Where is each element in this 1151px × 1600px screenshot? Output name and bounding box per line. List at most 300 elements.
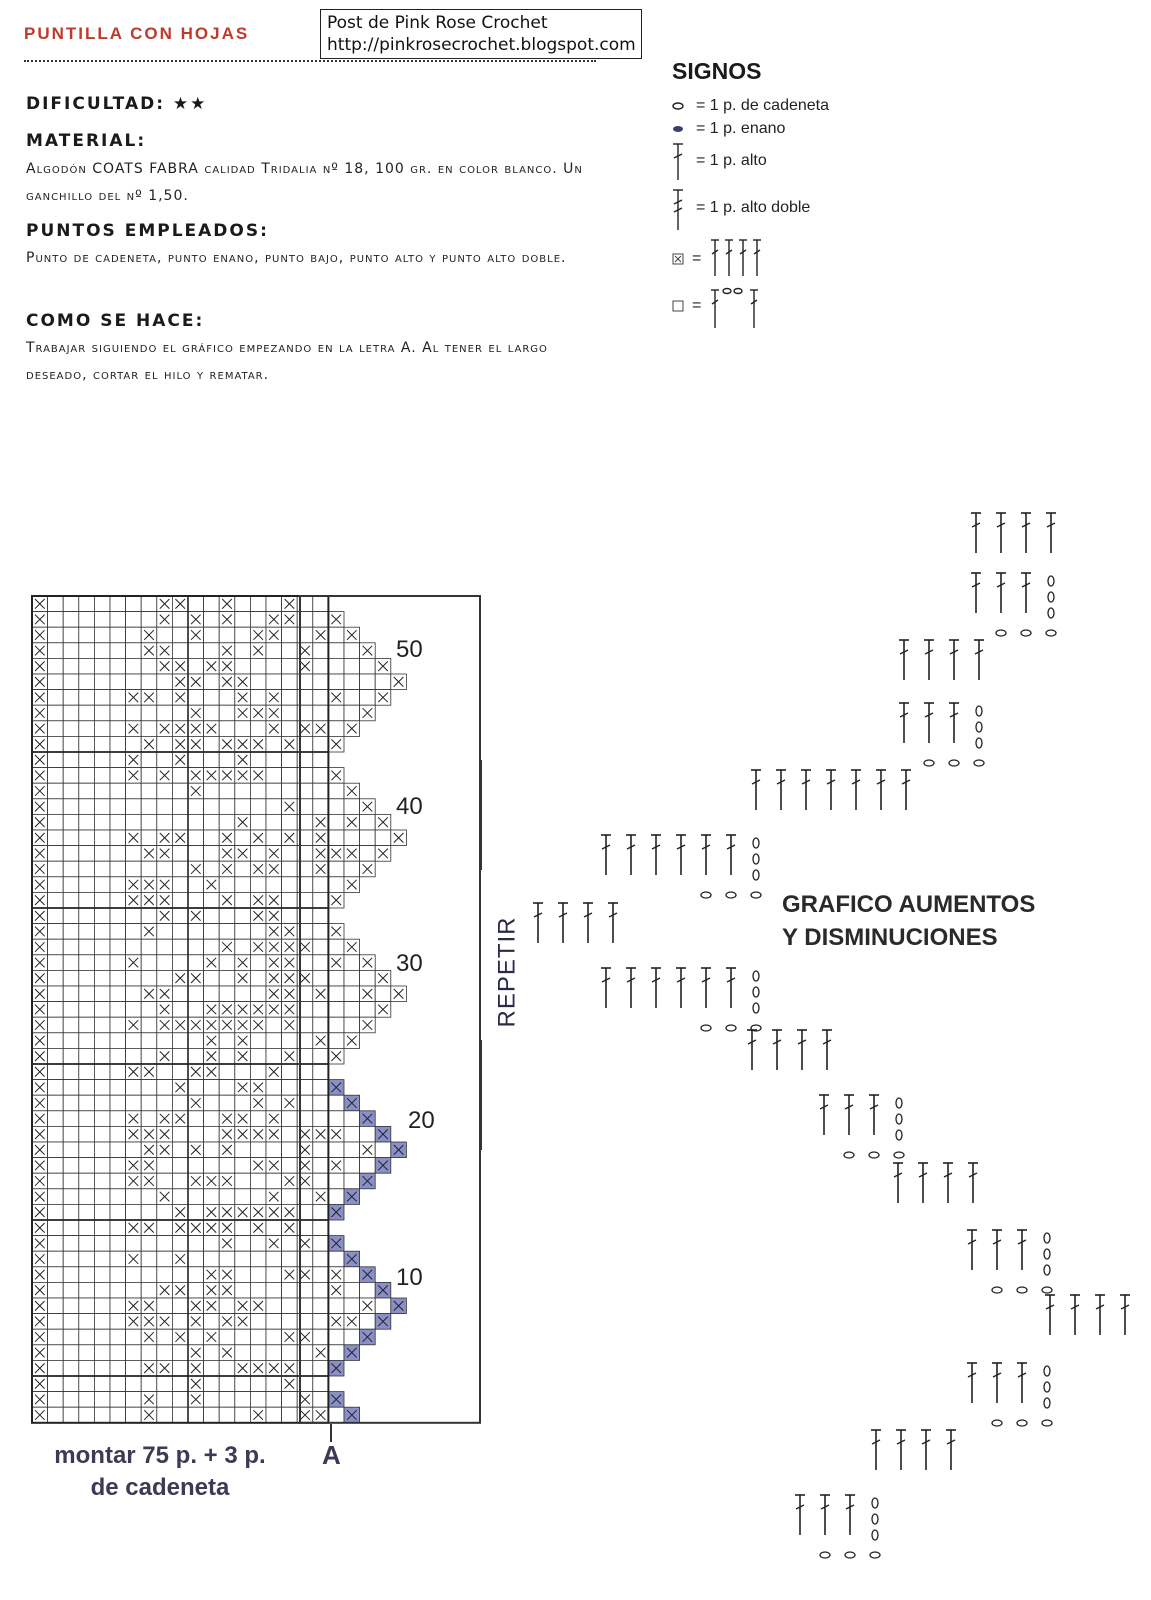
grid-cell <box>313 1236 329 1252</box>
grid-cell <box>328 970 344 986</box>
grid-cell <box>313 1298 329 1314</box>
grid-cell <box>172 643 188 659</box>
grid-cell <box>48 1220 64 1236</box>
grid-cell <box>48 1251 64 1267</box>
grid-cell <box>360 1282 376 1298</box>
grid-cell <box>63 892 79 908</box>
grid-cell <box>204 1392 220 1408</box>
grid-cell <box>266 783 282 799</box>
legend-filled-label: = <box>692 250 702 267</box>
grid-cell <box>94 1017 110 1033</box>
grid-cell <box>219 970 235 986</box>
grid-cell <box>79 1002 95 1018</box>
difficulty-heading: DIFICULTAD: ★★ <box>26 94 208 114</box>
grid-cell <box>344 658 360 674</box>
grid-cell <box>141 814 157 830</box>
grid-cell <box>63 705 79 721</box>
grid-cell <box>172 1376 188 1392</box>
row-label-50: 50 <box>396 636 423 663</box>
grid-cell <box>79 736 95 752</box>
grid-cell <box>235 1329 251 1345</box>
grid-cell <box>110 1329 126 1345</box>
grid-cell <box>63 986 79 1002</box>
grid-cell <box>266 1329 282 1345</box>
grid-cell <box>157 1267 173 1283</box>
legend-slip-label: = 1 p. enano <box>696 120 786 137</box>
grid-cell <box>94 1095 110 1111</box>
grid-cell <box>63 1282 79 1298</box>
grid-cell <box>48 939 64 955</box>
diagram-title-line1: GRAFICO AUMENTOS <box>782 891 1036 918</box>
grid-cell <box>172 814 188 830</box>
grid-cell <box>172 768 188 784</box>
grid-cell <box>266 1376 282 1392</box>
grid-cell <box>126 814 142 830</box>
grid-cell <box>313 1392 329 1408</box>
grid-cell <box>172 986 188 1002</box>
grid-cell <box>79 861 95 877</box>
grid-cell <box>94 1329 110 1345</box>
grid-cell <box>110 736 126 752</box>
chain-stitch <box>820 1552 830 1558</box>
grid-cell <box>79 1017 95 1033</box>
grid-cell <box>313 690 329 706</box>
grid-cell <box>126 1048 142 1064</box>
grid-cell <box>63 674 79 690</box>
grid-cell <box>344 1158 360 1174</box>
grid-cell <box>126 1095 142 1111</box>
grid-cell <box>250 846 266 862</box>
grid-cell <box>63 1376 79 1392</box>
post-credit-name: Post de Pink Rose Crochet <box>327 13 548 33</box>
grid-cell <box>204 1189 220 1205</box>
grid-cell <box>63 970 79 986</box>
grid-cell <box>141 1080 157 1096</box>
grid-cell <box>110 1095 126 1111</box>
grid-cell <box>48 1002 64 1018</box>
start-pointer <box>330 1424 332 1442</box>
grid-cell <box>63 768 79 784</box>
repeat-label: REPETIR <box>493 916 521 1028</box>
grid-cell <box>110 1017 126 1033</box>
grid-cell <box>313 1251 329 1267</box>
grid-cell <box>110 783 126 799</box>
grid-cell <box>110 1407 126 1423</box>
grid-cell <box>235 877 251 893</box>
grid-cell <box>79 768 95 784</box>
grid-cell <box>204 1314 220 1330</box>
grid-cell <box>313 1095 329 1111</box>
grid-cell <box>157 1345 173 1361</box>
grid-cell <box>219 1376 235 1392</box>
grid-cell <box>188 1407 204 1423</box>
grid-cell <box>94 690 110 706</box>
grid-cell <box>94 1360 110 1376</box>
chain-stitch <box>1044 1233 1050 1243</box>
grid-cell <box>188 1033 204 1049</box>
grid-cell <box>266 877 282 893</box>
grid-cell <box>79 814 95 830</box>
grid-cell <box>157 705 173 721</box>
chain-stitch <box>1021 630 1031 636</box>
grid-cell <box>219 1158 235 1174</box>
grid-cell <box>157 861 173 877</box>
grid-cell <box>63 1064 79 1080</box>
grid-cell <box>110 924 126 940</box>
grid-cell <box>110 752 126 768</box>
grid-cell <box>110 658 126 674</box>
grid-cell <box>313 908 329 924</box>
grid-cell <box>110 1189 126 1205</box>
grid-cell <box>110 768 126 784</box>
grid-cell <box>282 846 298 862</box>
grid-cell <box>94 1267 110 1283</box>
grid-cell <box>110 1392 126 1408</box>
grid-cell <box>141 1204 157 1220</box>
grid-cell <box>188 1282 204 1298</box>
chain-stitch <box>1044 1249 1050 1259</box>
grid-cell <box>48 814 64 830</box>
grid-cell <box>172 924 188 940</box>
grid-cell <box>204 1360 220 1376</box>
grid-cell <box>219 799 235 815</box>
grid-cell <box>63 1267 79 1283</box>
grid-cell <box>344 705 360 721</box>
grid-cell <box>235 799 251 815</box>
grid-cell <box>204 1126 220 1142</box>
grid-cell <box>344 1142 360 1158</box>
chain-stitch <box>753 854 759 864</box>
grid-cell <box>204 1407 220 1423</box>
chain-stitch <box>896 1130 902 1140</box>
chain-stitch <box>992 1287 1002 1293</box>
grid-cell <box>110 1360 126 1376</box>
grid-cell <box>219 1048 235 1064</box>
grid-cell <box>188 1251 204 1267</box>
grid-cell <box>141 783 157 799</box>
grid-cell <box>63 721 79 737</box>
grid-cell <box>344 1017 360 1033</box>
grid-cell <box>63 1095 79 1111</box>
start-letter: A <box>322 1440 341 1470</box>
grid-cell <box>79 1064 95 1080</box>
grid-cell <box>235 1282 251 1298</box>
grid-cell <box>344 799 360 815</box>
grid-cell <box>141 721 157 737</box>
grid-cell <box>266 1392 282 1408</box>
grid-cell <box>204 1251 220 1267</box>
grid-cell <box>282 721 298 737</box>
grid-cell <box>204 908 220 924</box>
legend-dc-label: = 1 p. alto <box>696 152 767 169</box>
grid-cell <box>219 955 235 971</box>
post-credit-url[interactable]: http://pinkrosecrochet.blogspot.com <box>327 35 636 55</box>
chain-stitch <box>1048 592 1054 602</box>
grid-cell <box>266 658 282 674</box>
grid-cell <box>344 1002 360 1018</box>
grid-cell <box>126 924 142 940</box>
grid-cell <box>48 1345 64 1361</box>
grid-cell <box>328 1017 344 1033</box>
grid-cell <box>328 1173 344 1189</box>
grid-cell <box>94 1392 110 1408</box>
grid-cell <box>172 939 188 955</box>
grid-cell <box>63 1142 79 1158</box>
grid-cell <box>266 674 282 690</box>
grid-cell <box>126 1345 142 1361</box>
grid-cell <box>282 1080 298 1096</box>
grid-cell <box>282 1033 298 1049</box>
grid-cell <box>48 924 64 940</box>
grid-cell <box>141 1048 157 1064</box>
grid-cell <box>282 674 298 690</box>
grid-cell <box>266 1173 282 1189</box>
grid-cell <box>79 1392 95 1408</box>
chain-stitch <box>1017 1420 1027 1426</box>
grid-cell <box>344 830 360 846</box>
grid-cell <box>328 814 344 830</box>
grid-cell <box>141 1236 157 1252</box>
grid-cell <box>282 1345 298 1361</box>
grid-cell <box>79 877 95 893</box>
grid-cell <box>110 1002 126 1018</box>
grid-cell <box>282 643 298 659</box>
grid-cell <box>266 752 282 768</box>
grid-cell <box>250 1033 266 1049</box>
grid-cell <box>235 1267 251 1283</box>
grid-cell <box>110 939 126 955</box>
grid-cell <box>313 939 329 955</box>
grid-cell <box>94 596 110 612</box>
grid-cell <box>313 1173 329 1189</box>
grid-cell <box>282 752 298 768</box>
grid-cell <box>219 627 235 643</box>
grid-cell <box>94 627 110 643</box>
grid-cell <box>48 1126 64 1142</box>
grid-cell <box>313 1048 329 1064</box>
grid-cell <box>94 908 110 924</box>
chain-stitch <box>896 1114 902 1124</box>
grid-cell <box>313 955 329 971</box>
grid-cell <box>110 1158 126 1174</box>
grid-cell <box>266 596 282 612</box>
grid-cell <box>266 1267 282 1283</box>
grid-cell <box>94 1189 110 1205</box>
grid-cell <box>79 1126 95 1142</box>
grid-cell <box>328 1033 344 1049</box>
grid-cell <box>188 924 204 940</box>
grid-cell <box>79 1314 95 1330</box>
grid-cell <box>313 596 329 612</box>
grid-cell <box>48 658 64 674</box>
grid-cell <box>79 1095 95 1111</box>
grid-cell <box>48 752 64 768</box>
grid-cell <box>219 705 235 721</box>
grid-cell <box>63 627 79 643</box>
grid-cell <box>282 1251 298 1267</box>
increase-decrease-diagram <box>520 495 1140 1575</box>
grid-cell <box>63 846 79 862</box>
grid-cell <box>204 924 220 940</box>
grid-cell <box>110 674 126 690</box>
grid-cell <box>313 1080 329 1096</box>
grid-cell <box>328 627 344 643</box>
grid-cell <box>219 908 235 924</box>
grid-cell <box>188 752 204 768</box>
grid-cell <box>94 924 110 940</box>
grid-cell <box>126 861 142 877</box>
grid-cell <box>235 1376 251 1392</box>
grid-cell <box>94 658 110 674</box>
grid-cell <box>188 1002 204 1018</box>
grid-cell <box>141 752 157 768</box>
grid-cell <box>126 643 142 659</box>
grid-cell <box>79 1158 95 1174</box>
grid-cell <box>188 690 204 706</box>
grid-cell <box>126 612 142 628</box>
grid-cell <box>157 1376 173 1392</box>
grid-cell <box>204 939 220 955</box>
grid-cell <box>63 939 79 955</box>
grid-cell <box>250 924 266 940</box>
grid-cell <box>110 1298 126 1314</box>
repeat-bracket-top <box>480 760 482 870</box>
grid-cell <box>157 1204 173 1220</box>
grid-cell <box>313 658 329 674</box>
grid-cell <box>141 861 157 877</box>
grid-cell <box>157 1220 173 1236</box>
chain-stitch <box>1044 1265 1050 1275</box>
grid-cell <box>235 861 251 877</box>
chain-stitch <box>949 760 959 766</box>
grid-cell <box>94 768 110 784</box>
grid-cell <box>375 1298 391 1314</box>
grid-cell <box>126 1080 142 1096</box>
grid-cell <box>313 892 329 908</box>
post-credit-box <box>320 9 642 59</box>
grid-cell <box>360 846 376 862</box>
grid-cell <box>79 846 95 862</box>
grid-cell <box>63 1158 79 1174</box>
grid-cell <box>79 721 95 737</box>
grid-cell <box>126 736 142 752</box>
grid-cell <box>126 1360 142 1376</box>
grid-cell <box>282 705 298 721</box>
chain-stitch <box>872 1514 878 1524</box>
grid-cell <box>328 643 344 659</box>
grid-cell <box>94 1111 110 1127</box>
grid-cell <box>157 783 173 799</box>
grid-cell <box>188 1111 204 1127</box>
grid-cell <box>282 1126 298 1142</box>
grid-cell <box>204 612 220 628</box>
grid-cell <box>48 627 64 643</box>
grid-cell <box>328 1345 344 1361</box>
grid-cell <box>313 705 329 721</box>
chain-stitch <box>753 1003 759 1013</box>
grid-cell <box>282 783 298 799</box>
grid-cell <box>235 939 251 955</box>
grid-cell <box>94 721 110 737</box>
grid-cell <box>328 799 344 815</box>
grid-cell <box>204 1376 220 1392</box>
grid-cell <box>204 705 220 721</box>
grid-cell <box>266 768 282 784</box>
grid-cell <box>219 924 235 940</box>
grid-cell <box>126 1376 142 1392</box>
grid-cell <box>157 1095 173 1111</box>
grid-cell <box>204 830 220 846</box>
grid-cell <box>126 1267 142 1283</box>
grid-cell <box>94 1407 110 1423</box>
grid-cell <box>110 1111 126 1127</box>
grid-cell <box>250 596 266 612</box>
grid-cell <box>63 1033 79 1049</box>
grid-cell <box>126 658 142 674</box>
grid-cell <box>48 1173 64 1189</box>
grid-cell <box>48 1236 64 1252</box>
grid-cell <box>94 1376 110 1392</box>
grid-cell <box>360 814 376 830</box>
grid-cell <box>250 814 266 830</box>
grid-cell <box>94 1204 110 1220</box>
grid-cell <box>126 1142 142 1158</box>
grid-cell <box>235 596 251 612</box>
grid-cell <box>63 1204 79 1220</box>
grid-cell <box>235 658 251 674</box>
grid-cell <box>48 846 64 862</box>
grid-cell <box>172 1314 188 1330</box>
grid-cell <box>48 721 64 737</box>
grid-cell <box>126 783 142 799</box>
grid-cell <box>204 674 220 690</box>
grid-cell <box>235 924 251 940</box>
grid-cell <box>313 970 329 986</box>
grid-cell <box>344 1282 360 1298</box>
grid-cell <box>79 955 95 971</box>
grid-cell <box>328 1298 344 1314</box>
grid-cell <box>235 612 251 628</box>
grid-cell <box>235 1345 251 1361</box>
grid-cell <box>266 1095 282 1111</box>
grid-cell <box>266 1345 282 1361</box>
grid-cell <box>126 1033 142 1049</box>
grid-cell <box>110 799 126 815</box>
grid-cell <box>266 1314 282 1330</box>
grid-cell <box>48 690 64 706</box>
chain-stitch <box>872 1530 878 1540</box>
grid-cell <box>79 752 95 768</box>
grid-cell <box>48 1080 64 1096</box>
grid-cell <box>110 814 126 830</box>
chain-stitch <box>869 1152 879 1158</box>
grid-cell <box>157 1158 173 1174</box>
grid-cell <box>110 892 126 908</box>
grid-cell <box>266 1298 282 1314</box>
grid-cell <box>141 612 157 628</box>
grid-cell <box>157 1407 173 1423</box>
grid-cell <box>79 1142 95 1158</box>
grid-cell <box>157 814 173 830</box>
grid-cell <box>172 627 188 643</box>
grid-cell <box>141 939 157 955</box>
grid-cell <box>250 612 266 628</box>
grid-cell <box>94 705 110 721</box>
grid-cell <box>126 674 142 690</box>
grid-cell <box>157 970 173 986</box>
grid-cell <box>313 1220 329 1236</box>
grid-cell <box>204 783 220 799</box>
